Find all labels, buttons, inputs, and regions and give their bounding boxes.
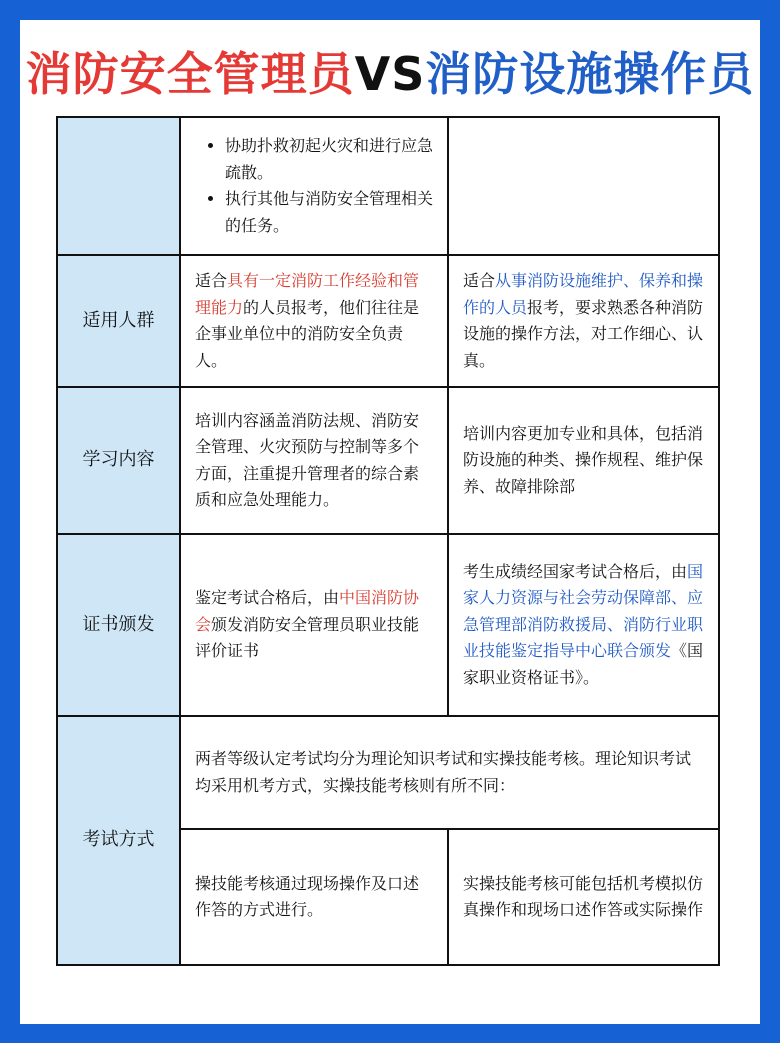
audience-col2 [448,255,719,387]
certificate-col1 [180,534,448,716]
content-col2: 培训内容更加专业和具体，包括消防设施的种类、操作规程、维护保养、故障排除部 [448,387,719,534]
comparison-table [56,116,720,966]
duties-list [195,133,433,239]
audience-col1-pre: 适合 [195,271,228,290]
audience-col1-highlight: 具有一定消防工作经验和管理能力 [195,271,420,317]
exam-col1: 操技能考核通过现场操作及口述作答的方式进行。 [180,829,448,965]
certificate-col1-post: 颁发消防安全管理员职业技能评价证书 [195,614,420,661]
table-row-certificate [57,534,719,716]
audience-col1-post: 的人员报考，他们往往是企事业单位中的消防安全负责人。 [195,297,420,370]
page-title [0,38,780,104]
table-row-audience [57,255,719,387]
row-label-exam: 考试方式 [57,716,180,965]
certificate-col2 [448,534,719,716]
table-row-content [57,387,719,534]
duties-col2 [448,117,719,255]
exam-shared: 两者等级认定考试均分为理论知识考试和实操技能考核。理论知识考试均采用机考方式，实操技能考核则有所不同： [180,716,719,829]
row-label-content: 学习内容 [57,387,180,534]
audience-col2-highlight: 从事消防设施维护、保养和操作的人员 [463,271,704,317]
row-label-audience: 适用人群 [57,255,180,387]
title-vs: VS [354,47,426,101]
row-label-duties [57,117,180,255]
table-row-exam-shared [57,716,719,829]
audience-col2-pre: 适合 [463,271,496,290]
list-item: • 执行其他与消防安全管理相关的任务。 [225,186,433,239]
table-row-duties [57,117,719,255]
certificate-col2-pre: 考生成绩经国家考试合格后，由 [463,561,688,581]
content-col1: 培训内容涵盖消防法规、消防安全管理、火灾预防与控制等多个方面，注重提升管理者的综合素质和应急处理能力。 [180,387,448,534]
list-item: • 协助扑救初起火灾和进行应急疏散。 [225,133,433,186]
certificate-col2-post: 《国家职业资格证书》。 [463,641,704,687]
audience-col2-post: 报考，要求熟悉各种消防设施的操作方法，对工作细心、认真。 [463,297,704,370]
certificate-col1-pre: 鉴定考试合格后，由 [195,588,340,608]
exam-col2: 实操技能考核可能包括机考模拟仿真操作和现场口述作答或实际操作 [448,829,719,965]
audience-col1 [180,255,448,387]
row-label-certificate: 证书颁发 [57,534,180,716]
duties-col1 [180,117,448,255]
certificate-col2-highlight: 国家人力资源与社会劳动保障部、应急管理部消防救援局、消防行业职业技能鉴定指导中心联合颁发 [463,561,704,661]
title-part2: 消防设施操作员 [425,47,755,101]
certificate-col1-highlight: 中国消防协会 [195,588,420,634]
title-part1: 消防安全管理员 [25,47,355,101]
